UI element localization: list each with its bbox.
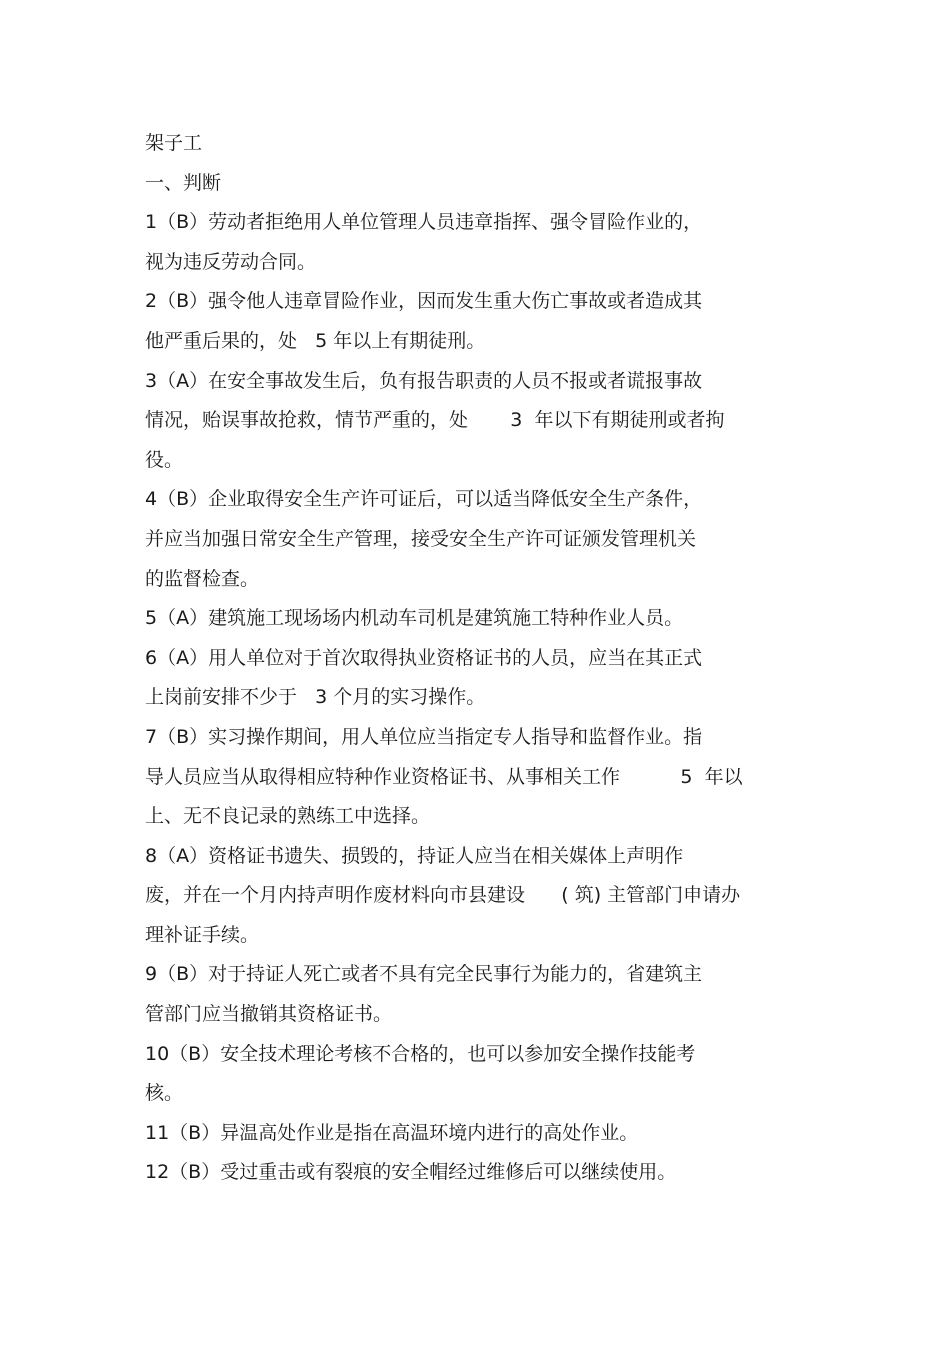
text-line: 废，并在一个月内持声明作废材料向市县建设 ( 筑) 主管部门申请办: [145, 884, 741, 907]
text-line: 11（B）异温高处作业是指在高温环境内进行的高处作业。: [145, 1121, 639, 1144]
text-line: 情况，贻误事故抢救，情节严重的，处 3 年以下有期徒刑或者拘: [145, 409, 725, 432]
text-line: 1（B）劳动者拒绝用人单位管理人员违章指挥、强令冒险作业的，: [145, 211, 703, 234]
text-line: 的监督检查。: [145, 567, 260, 590]
section-heading: 一、判断: [145, 171, 222, 194]
text-line: 管部门应当撤销其资格证书。: [145, 1003, 393, 1026]
text-line: 上岗前安排不少于 3 个月的实习操作。: [145, 686, 486, 709]
text-line: 8（A）资格证书遗失、损毁的，持证人应当在相关媒体上声明作: [145, 844, 684, 867]
text-line: 导人员应当从取得相应特种作业资格证书、从事相关工作 5 年以: [145, 765, 743, 788]
document-title: 架子工: [145, 132, 203, 154]
text-line: 视为违反劳动合同。: [145, 250, 317, 273]
document-body: [145, 124, 825, 1193]
text-line: 上、无不良记录的熟练工中选择。: [145, 805, 431, 828]
text-line: 9（B）对于持证人死亡或者不具有完全民事行为能力的，省建筑主: [145, 963, 703, 986]
text-line: 12（B）受过重击或有裂痕的安全帽经过维修后可以继续使用。: [145, 1161, 677, 1184]
text-line: 5（A）建筑施工现场场内机动车司机是建筑施工特种作业人员。: [145, 607, 684, 630]
text-line: 核。: [145, 1082, 184, 1105]
text-line: 理补证手续。: [145, 923, 260, 946]
text-line: 役。: [145, 448, 184, 471]
text-line: 7（B）实习操作期间，用人单位应当指定专人指导和监督作业。指: [145, 725, 703, 748]
text-line: 2（B）强令他人违章冒险作业，因而发生重大伤亡事故或者造成其: [145, 290, 703, 313]
text-line: 他严重后果的，处 5 年以上有期徒刑。: [145, 329, 486, 352]
text-line: 10（B）安全技术理论考核不合格的，也可以参加安全操作技能考: [145, 1042, 696, 1065]
text-line: 3（A）在安全事故发生后，负有报告职责的人员不报或者谎报事故: [145, 369, 703, 392]
text-line: 4（B）企业取得安全生产许可证后，可以适当降低安全生产条件，: [145, 488, 703, 511]
text-line: 6（A）用人单位对于首次取得执业资格证书的人员，应当在其正式: [145, 646, 703, 669]
text-line: 并应当加强日常安全生产管理，接受安全生产许可证颁发管理机关: [145, 527, 697, 550]
